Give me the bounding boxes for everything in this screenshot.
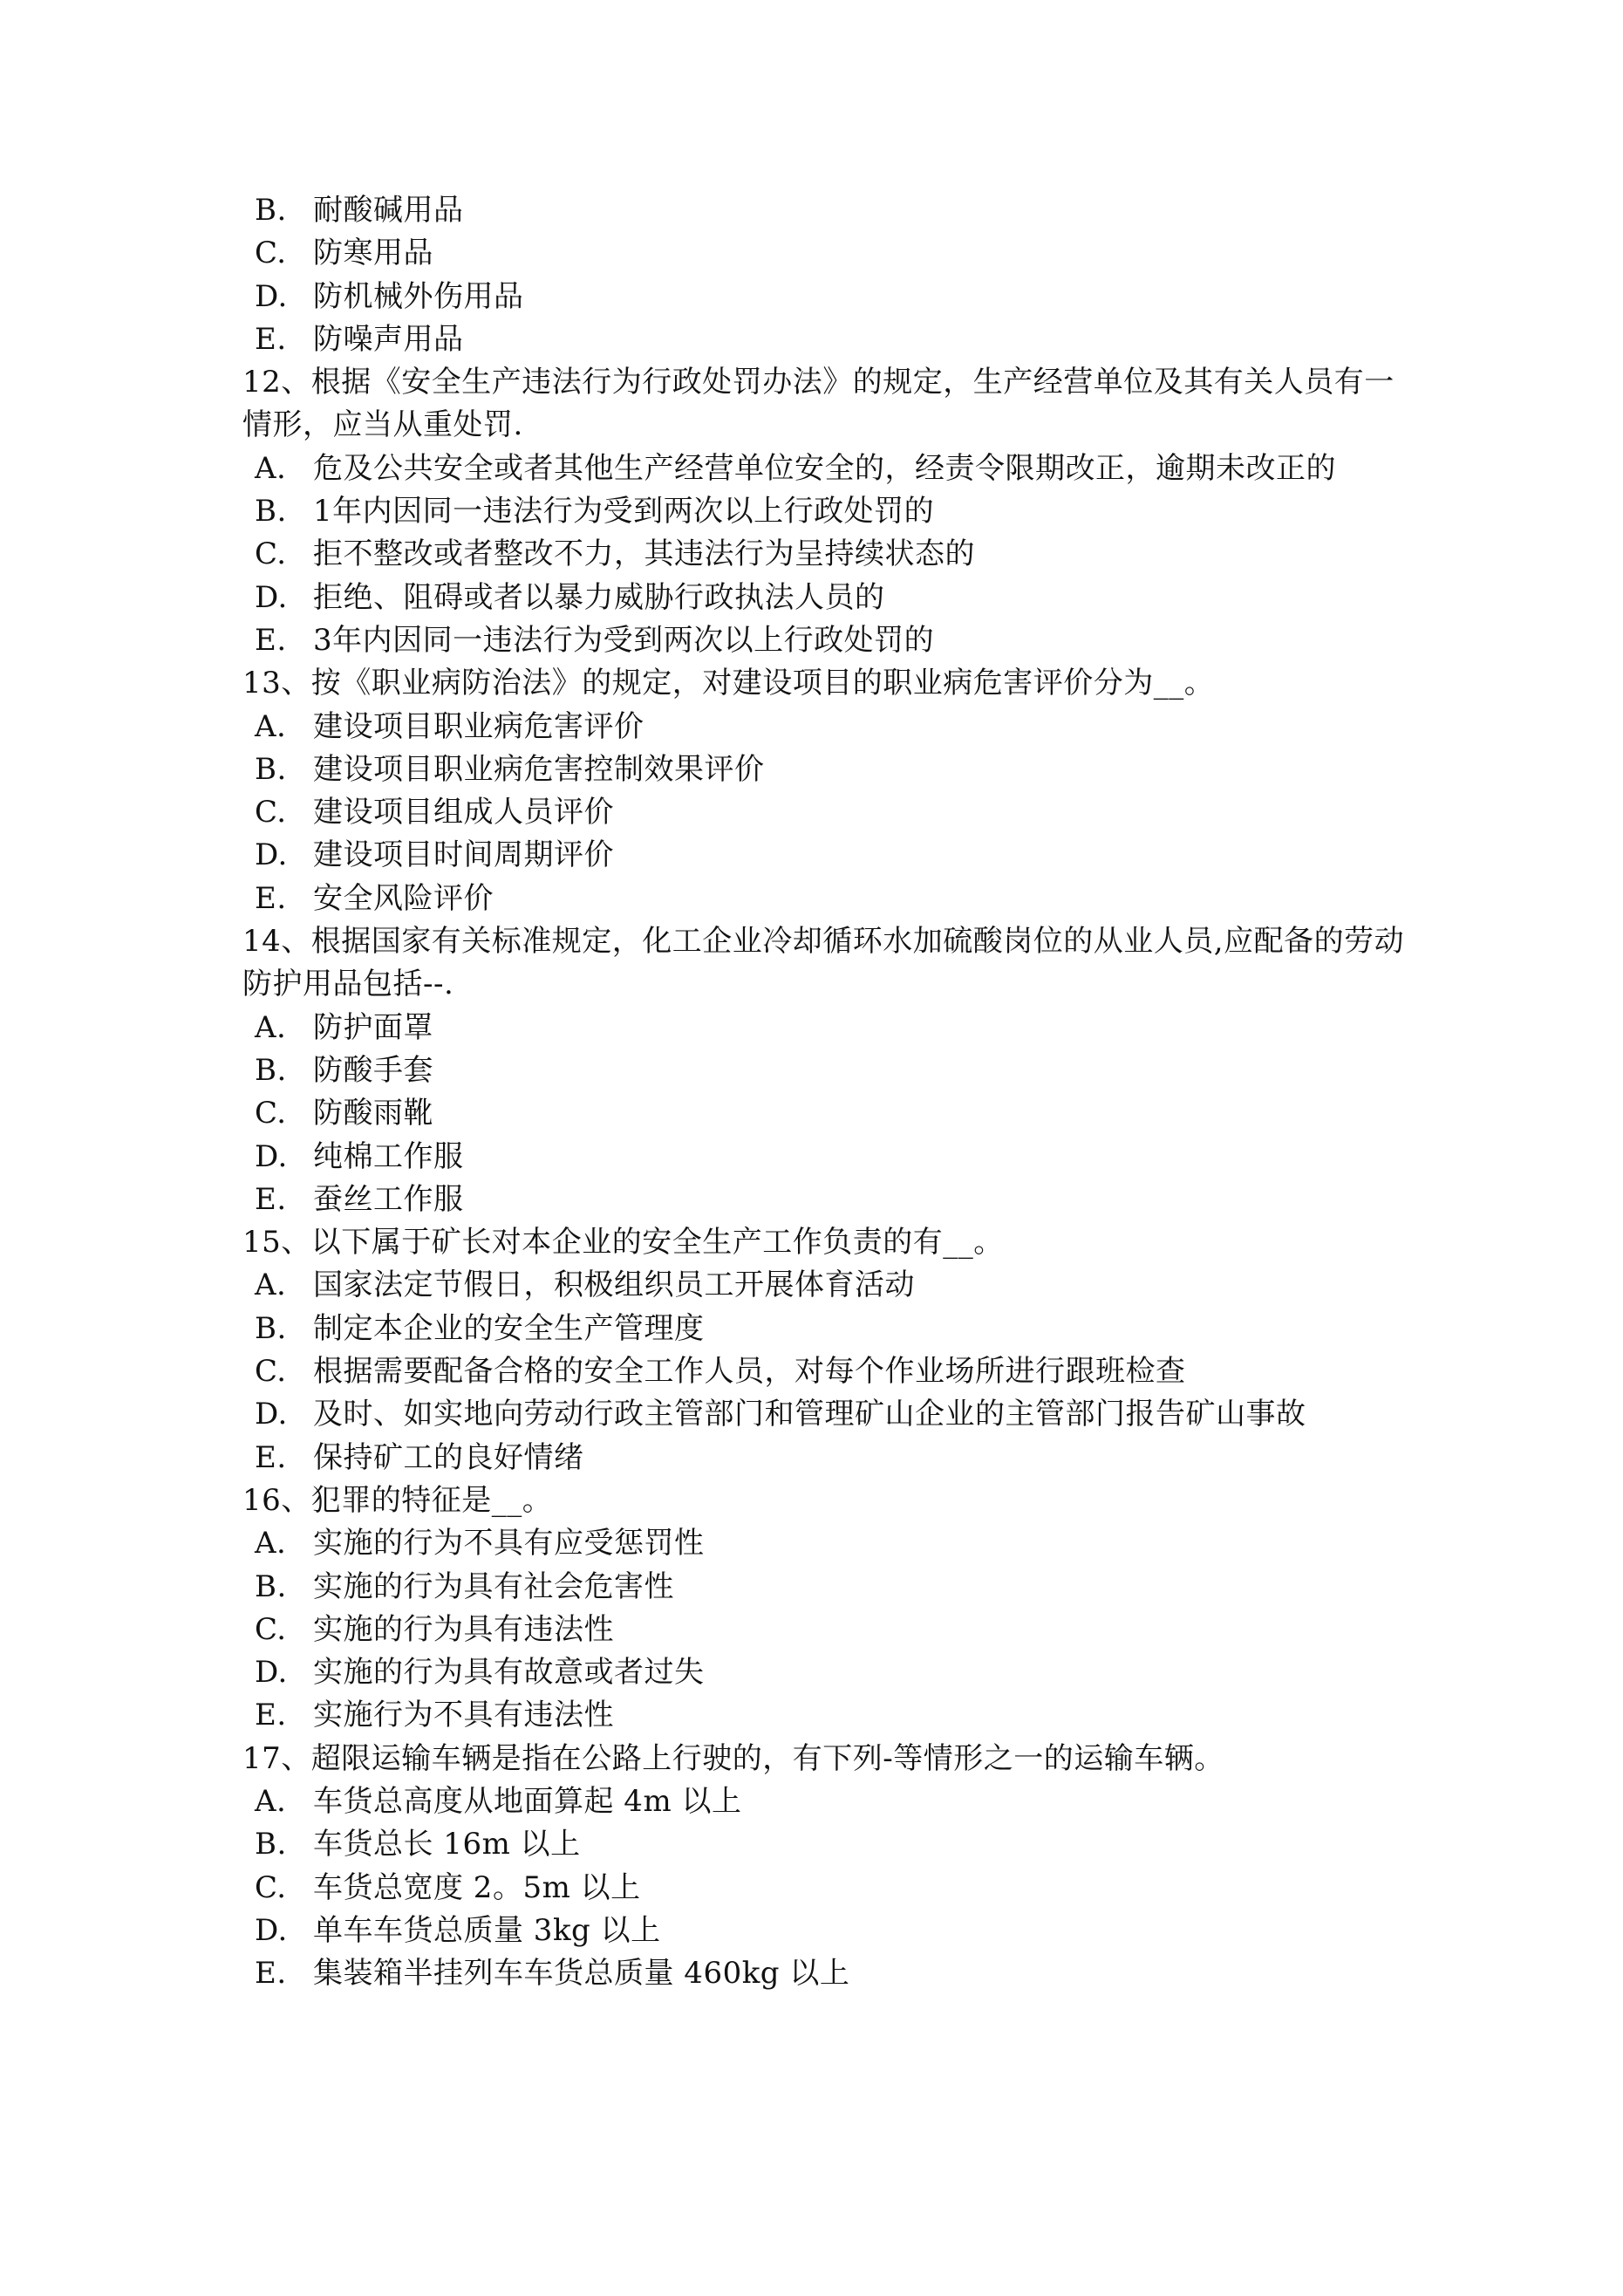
question-17-text: 17、超限运输车辆是指在公路上行驶的，有下列-等情形之一的运输车辆。 [242,1740,1224,1776]
option-letter: A. [255,708,287,744]
option-letter: C. [255,1611,287,1647]
option-item [242,1823,1411,1866]
option-text: 及时、如实地向劳动行政主管部门和管理矿山企业的主管部门报告矿山事故 [313,1397,1306,1432]
option-letter: E. [255,1439,287,1475]
option-text: 实施的行为具有故意或者过失 [313,1655,705,1691]
question-12-text: 12、根据《安全生产违法行为行政处罚办法》的规定，生产经营单位及其有关人员有一情形，应当从重处罚. [242,365,1395,443]
option-letter: B. [255,1827,287,1862]
option-item [242,834,1411,877]
option-letter: E. [255,321,287,357]
option-item [242,1867,1411,1910]
option-item [242,1651,1411,1694]
option-text: 集装箱半挂列车车货总质量 460kg 以上 [313,1956,850,1992]
option-letter: D. [255,278,288,314]
option-item [242,706,1411,748]
option-text: 纯棉工作服 [313,1138,464,1174]
option-text: 3年内因同一违法行为受到两次以上行政处罚的 [313,622,935,658]
option-text: 耐酸碱用品 [313,193,464,228]
option-item [242,748,1411,791]
option-item [242,1609,1411,1651]
option-letter: D. [255,1397,288,1432]
option-letter: D. [255,1912,288,1948]
option-letter: C. [255,795,287,830]
option-item [242,1566,1411,1609]
option-item [242,1136,1411,1179]
option-text: 防寒用品 [313,236,433,271]
option-letter: E. [255,880,287,916]
question-13-text: 13、按《职业病防治法》的规定，对建设项目的职业病危害评价分为__。 [242,666,1215,701]
option-letter: E. [255,1181,287,1217]
option-text: 防机械外伤用品 [313,278,524,314]
option-text: 防护面罩 [313,1009,433,1045]
option-text: 拒绝、阻碍或者以暴力威胁行政执法人员的 [313,579,885,615]
document-content [242,189,1411,1995]
option-item [242,1780,1411,1823]
option-text: 建设项目职业病危害控制效果评价 [313,751,765,787]
option-item [242,1393,1411,1436]
option-letter: B. [255,751,287,787]
option-text: 实施的行为具有社会危害性 [313,1568,674,1604]
question-15-text: 15、以下属于矿长对本企业的安全生产工作负责的有__。 [242,1225,1004,1261]
option-text: 单车车货总质量 3kg 以上 [313,1912,661,1948]
option-letter: B. [255,1310,287,1346]
option-letter: B. [255,1052,287,1088]
option-text: 建设项目时间周期评价 [313,837,614,873]
option-text: 保持矿工的良好情绪 [313,1439,584,1475]
option-letter: B. [255,193,287,228]
option-item [242,232,1411,275]
option-letter: C. [255,1869,287,1905]
option-text: 防酸手套 [313,1052,433,1088]
option-letter: C. [255,536,287,572]
option-letter: A. [255,1009,287,1045]
option-letter: A. [255,450,287,486]
option-letter: A. [255,1526,287,1561]
option-text: 拒不整改或者整改不力，其违法行为呈持续状态的 [313,536,975,572]
option-letter: D. [255,1138,288,1174]
option-text: 防酸雨靴 [313,1096,433,1131]
option-item [242,1092,1411,1135]
option-text: 蚕丝工作服 [313,1181,464,1217]
option-letter: D. [255,1655,288,1691]
option-text: 车货总高度从地面算起 4m 以上 [313,1783,742,1819]
option-letter: C. [255,236,287,271]
option-item [242,490,1411,533]
option-text: 1年内因同一违法行为受到两次以上行政处罚的 [313,494,935,530]
option-item [242,533,1411,576]
option-item [242,1049,1411,1092]
option-item [242,1522,1411,1565]
option-text: 建设项目职业病危害评价 [313,708,644,744]
option-item [242,1308,1411,1350]
option-item [242,1350,1411,1393]
option-text: 根据需要配备合格的安全工作人员，对每个作业场所进行跟班检查 [313,1354,1186,1390]
option-item [242,1910,1411,1952]
option-item [242,1179,1411,1221]
option-letter: E. [255,622,287,658]
option-text: 实施的行为不具有应受惩罚性 [313,1526,705,1561]
option-text: 车货总宽度 2。5m 以上 [313,1869,641,1905]
option-text: 防噪声用品 [313,321,464,357]
option-letter: C. [255,1096,287,1131]
option-letter: E. [255,1698,287,1733]
option-letter: E. [255,1956,287,1992]
option-text: 危及公共安全或者其他生产经营单位安全的，经责令限期改正，逾期未改正的 [313,450,1336,486]
option-item [242,619,1411,662]
option-item [242,1007,1411,1049]
option-letter: D. [255,579,288,615]
option-text: 实施的行为具有违法性 [313,1611,614,1647]
option-text: 安全风险评价 [313,880,494,916]
option-item [242,1264,1411,1307]
option-text: 制定本企业的安全生产管理度 [313,1310,705,1346]
option-letter: C. [255,1354,287,1390]
option-text: 建设项目组成人员评价 [313,795,614,830]
option-letter: A. [255,1268,287,1303]
option-item [242,189,1411,232]
option-text: 实施行为不具有违法性 [313,1698,614,1733]
option-item [242,1694,1411,1737]
option-text: 车货总长 16m 以上 [313,1827,581,1862]
option-item [242,878,1411,920]
option-letter: D. [255,837,288,873]
question-16-text: 16、犯罪的特征是__。 [242,1482,553,1518]
option-letter: A. [255,1783,287,1819]
option-item [242,448,1411,490]
option-item [242,1437,1411,1479]
question-14-text: 14、根据国家有关标准规定，化工企业冷却循环水加硫酸岗位的从业人员,应配备的劳动防护用品包括--. [242,924,1405,1002]
option-letter: B. [255,494,287,530]
option-letter: B. [255,1568,287,1604]
option-item [242,1952,1411,1995]
option-item [242,791,1411,834]
option-text: 国家法定节假日，积极组织员工开展体育活动 [313,1268,915,1303]
option-item [242,577,1411,619]
option-item [242,318,1411,361]
option-item [242,276,1411,318]
